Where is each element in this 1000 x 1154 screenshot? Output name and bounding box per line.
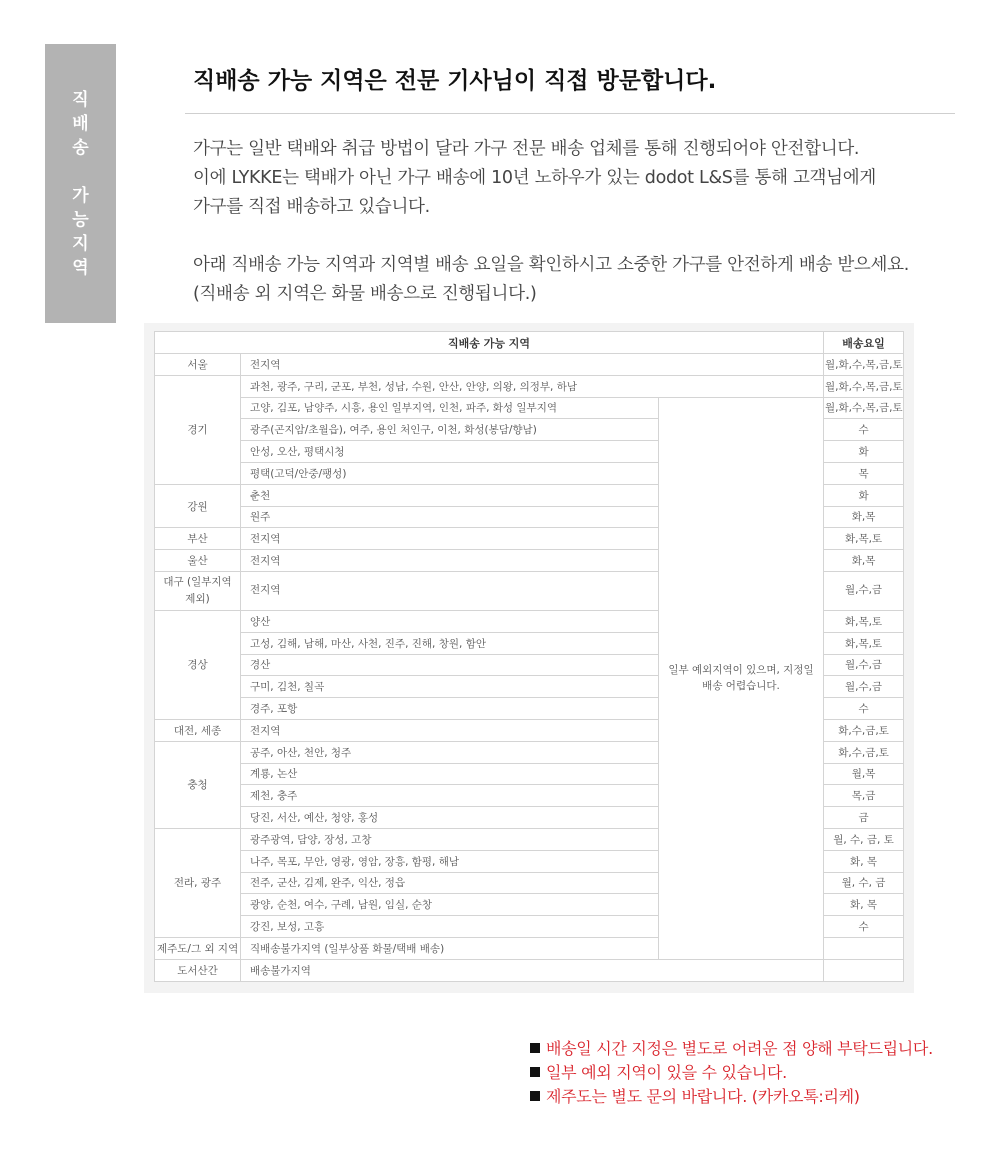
region-cell: 대전, 세종 bbox=[155, 719, 241, 741]
side-tab-char: 가 bbox=[72, 186, 89, 206]
day-cell: 월,수,금 bbox=[824, 654, 904, 676]
intro-line: 아래 직배송 가능 지역과 지역별 배송 요일을 확인하시고 소중한 가구를 안전하게 배송 받으세요. bbox=[193, 255, 910, 275]
delivery-area-table bbox=[154, 331, 904, 982]
notice-list bbox=[530, 1037, 933, 1109]
day-cell: 월,화,수,목,금,토 bbox=[824, 375, 904, 397]
region-cell: 서울 bbox=[155, 354, 241, 376]
intro-line: 이에 LYKKE는 택배가 아닌 가구 배송에 10년 노하우가 있는 dodot L&S를 통해 고객님에게 bbox=[193, 168, 876, 188]
table-header-row bbox=[155, 332, 904, 354]
region-cell: 강원 bbox=[155, 484, 241, 528]
area-cell: 원주 bbox=[241, 506, 659, 528]
area-cell: 전지역 bbox=[241, 550, 659, 572]
day-cell: 화,수,금,토 bbox=[824, 719, 904, 741]
day-cell: 월, 수, 금, 토 bbox=[824, 828, 904, 850]
day-cell: 월,화,수,목,금,토 bbox=[824, 397, 904, 419]
side-tab-char: 직 bbox=[72, 90, 89, 110]
day-cell: 화,목 bbox=[824, 506, 904, 528]
area-cell: 전지역 bbox=[241, 719, 659, 741]
intro-text bbox=[193, 135, 963, 309]
region-cell: 울산 bbox=[155, 550, 241, 572]
area-cell: 춘천 bbox=[241, 484, 659, 506]
day-cell: 월,목 bbox=[824, 763, 904, 785]
day-cell: 수 bbox=[824, 419, 904, 441]
area-cell: 경산 bbox=[241, 654, 659, 676]
notice-text: 제주도는 별도 문의 바랍니다. (카카오톡:리케) bbox=[546, 1087, 860, 1106]
region-cell: 대구 (일부지역 제외) bbox=[155, 571, 241, 610]
day-cell: 목,금 bbox=[824, 785, 904, 807]
day-cell: 화,목 bbox=[824, 550, 904, 572]
area-cell: 강진, 보성, 고흥 bbox=[241, 916, 659, 938]
table-row bbox=[155, 937, 904, 959]
side-tab-char bbox=[45, 160, 116, 184]
day-cell: 수 bbox=[824, 916, 904, 938]
area-cell: 구미, 김천, 칠곡 bbox=[241, 676, 659, 698]
day-cell: 월, 수, 금 bbox=[824, 872, 904, 894]
region-cell: 전라, 광주 bbox=[155, 828, 241, 937]
area-cell: 안성, 오산, 평택시청 bbox=[241, 441, 659, 463]
delivery-table-panel bbox=[144, 323, 914, 993]
side-tab-char: 역 bbox=[72, 258, 89, 278]
area-cell: 전지역 bbox=[241, 354, 824, 376]
area-cell: 평택(고덕/안중/팽성) bbox=[241, 462, 659, 484]
side-tab-char: 배 bbox=[72, 114, 89, 134]
exception-note: 일부 예외지역이 있으며, 지정일 배송 어렵습니다. bbox=[659, 397, 824, 959]
side-tab-char: 송 bbox=[72, 138, 89, 158]
area-cell: 공주, 아산, 천안, 청주 bbox=[241, 741, 659, 763]
area-cell: 과천, 광주, 구리, 군포, 부천, 성남, 수원, 안산, 안양, 의왕, 의정부, 하남 bbox=[241, 375, 824, 397]
notice-text: 일부 예외 지역이 있을 수 있습니다. bbox=[546, 1063, 787, 1082]
day-cell bbox=[824, 937, 904, 959]
area-cell: 배송불가지역 bbox=[241, 959, 824, 981]
day-cell bbox=[824, 959, 904, 981]
day-cell: 화,목,토 bbox=[824, 610, 904, 632]
day-cell: 금 bbox=[824, 807, 904, 829]
day-cell: 화,목,토 bbox=[824, 528, 904, 550]
page-title: 직배송 가능 지역은 전문 기사님이 직접 방문합니다. bbox=[193, 68, 717, 94]
notice-item bbox=[530, 1037, 933, 1061]
area-cell: 직배송불가지역 (일부상품 화물/택배 배송) bbox=[241, 937, 824, 959]
area-cell: 나주, 목포, 무안, 영광, 영암, 장흥, 함평, 해남 bbox=[241, 850, 659, 872]
day-cell: 화 bbox=[824, 441, 904, 463]
table-row bbox=[155, 397, 904, 419]
table-row bbox=[155, 375, 904, 397]
area-cell: 제천, 충주 bbox=[241, 785, 659, 807]
area-cell: 당진, 서산, 예산, 청양, 홍성 bbox=[241, 807, 659, 829]
bullet-square-icon bbox=[530, 1067, 540, 1077]
notice-item bbox=[530, 1085, 933, 1109]
day-cell: 화, 목 bbox=[824, 894, 904, 916]
region-cell: 경기 bbox=[155, 375, 241, 484]
notice-item bbox=[530, 1061, 933, 1085]
area-cell: 경주, 포항 bbox=[241, 698, 659, 720]
divider bbox=[185, 113, 955, 114]
day-cell: 화 bbox=[824, 484, 904, 506]
area-cell: 고성, 김해, 남해, 마산, 사천, 진주, 진해, 창원, 함안 bbox=[241, 632, 659, 654]
day-cell: 화, 목 bbox=[824, 850, 904, 872]
region-cell: 부산 bbox=[155, 528, 241, 550]
area-cell: 양산 bbox=[241, 610, 659, 632]
intro-line: 가구를 직접 배송하고 있습니다. bbox=[193, 197, 430, 217]
notice-text: 배송일 시간 지정은 별도로 어려운 점 양해 부탁드립니다. bbox=[546, 1039, 933, 1058]
table-row bbox=[155, 354, 904, 376]
area-cell: 계룡, 논산 bbox=[241, 763, 659, 785]
area-cell: 전지역 bbox=[241, 528, 659, 550]
day-cell: 월,수,금 bbox=[824, 571, 904, 610]
day-cell: 수 bbox=[824, 698, 904, 720]
intro-line: (직배송 외 지역은 화물 배송으로 진행됩니다.) bbox=[193, 284, 537, 304]
region-cell: 충청 bbox=[155, 741, 241, 828]
area-cell: 광양, 순천, 여수, 구례, 남원, 임실, 순창 bbox=[241, 894, 659, 916]
day-cell: 월,수,금 bbox=[824, 676, 904, 698]
side-tab bbox=[45, 44, 116, 323]
area-cell: 광주(곤지암/초월읍), 여주, 용인 처인구, 이천, 화성(봉담/향남) bbox=[241, 419, 659, 441]
day-cell: 목 bbox=[824, 462, 904, 484]
area-cell: 전지역 bbox=[241, 571, 659, 610]
table-row bbox=[155, 959, 904, 981]
area-cell: 고양, 김포, 남양주, 시흥, 용인 일부지역, 인천, 파주, 화성 일부지역 bbox=[241, 397, 659, 419]
side-tab-char: 능 bbox=[72, 210, 89, 230]
region-cell: 도서산간 bbox=[155, 959, 241, 981]
header-area: 직배송 가능 지역 bbox=[155, 332, 824, 354]
day-cell: 월,화,수,목,금,토 bbox=[824, 354, 904, 376]
side-tab-label bbox=[45, 88, 116, 280]
region-cell: 제주도/그 외 지역 bbox=[155, 937, 241, 959]
region-cell: 경상 bbox=[155, 610, 241, 719]
day-cell: 화,수,금,토 bbox=[824, 741, 904, 763]
side-tab-char: 지 bbox=[72, 234, 89, 254]
area-cell: 전주, 군산, 김제, 완주, 익산, 정읍 bbox=[241, 872, 659, 894]
bullet-square-icon bbox=[530, 1091, 540, 1101]
header-day: 배송요일 bbox=[824, 332, 904, 354]
intro-line: 가구는 일반 택배와 취급 방법이 달라 가구 전문 배송 업체를 통해 진행되어야 안전합니다. bbox=[193, 139, 860, 159]
day-cell: 화,목,토 bbox=[824, 632, 904, 654]
bullet-square-icon bbox=[530, 1043, 540, 1053]
area-cell: 광주광역, 담양, 장성, 고창 bbox=[241, 828, 659, 850]
